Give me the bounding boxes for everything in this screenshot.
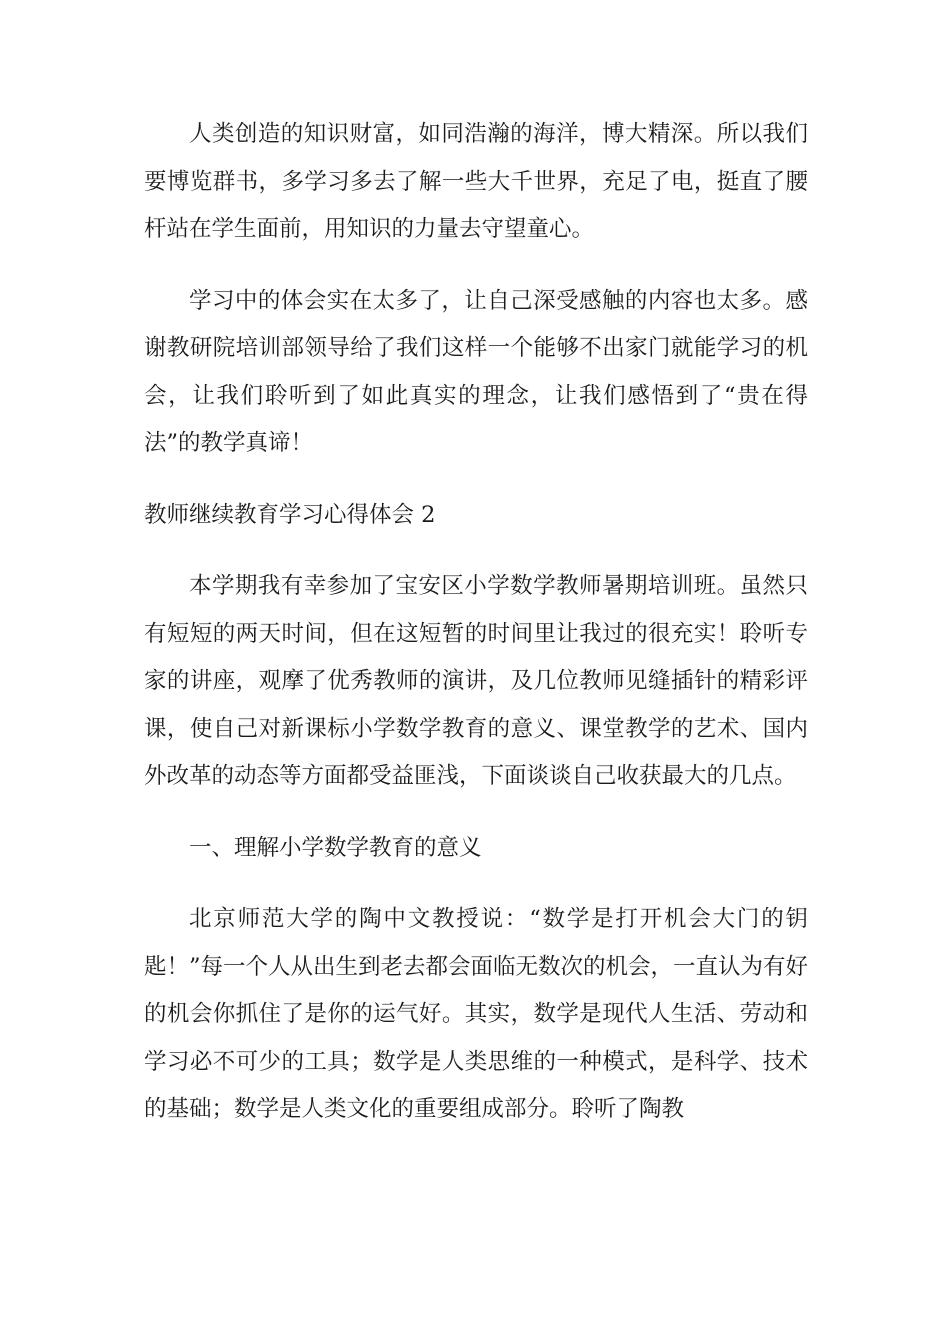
paragraph-knowledge: 人类创造的知识财富，如同浩瀚的海洋，博大精深。所以我们要博览群书，多学习多去了解一些大千世界，充足了电，挺直了腰杆站在学生面前，用知识的力量去守望童心。 [144, 121, 808, 242]
section-title: 教师继续教育学习心得体会 2 [144, 501, 436, 528]
document-body [144, 111, 808, 1134]
subheading-math-education: 一、理解小学数学教育的意义 [189, 834, 482, 861]
paragraph-gap [144, 254, 808, 278]
paragraph-reflection: 学习中的体会实在太多了，让自己深受感触的内容也太多。感谢教研院培训部领导给了我们这样一个能够不出家门就能学习的机会，让我们聆听到了如此真实的理念，让我们感悟到了“贵在得法”的教学真谛！ [144, 287, 808, 456]
paragraph-training: 本学期我有幸参加了宝安区小学数学教师暑期培训班。虽然只有短短的两天时间，但在这短暂的时间里让我过的很充实！聆听专家的讲座，观摩了优秀教师的演讲，及几位教师见缝插针的精彩评课，使自己对新课标小学数学教育的意义、课堂教学的艺术、国内外改革的动态等方面都受益匪浅，下面谈谈自己收获最大的几点。 [144, 573, 808, 789]
paragraph-gap [144, 801, 808, 825]
paragraph-math-key: 北京师范大学的陶中文教授说：“数学是打开机会大门的钥匙！”每一个人从出生到老去都会面临无数次的机会，一直认为有好的机会你抓住了是你的运气好。其实，数学是现代人生活、劳动和学习必不可少的工具；数学是人类思维的一种模式，是科学、技术的基础；数学是人类文化的重要组成部分。聆听了陶教 [144, 906, 809, 1122]
paragraph-gap [144, 539, 808, 563]
paragraph-gap [144, 468, 808, 492]
paragraph-gap [144, 872, 808, 896]
